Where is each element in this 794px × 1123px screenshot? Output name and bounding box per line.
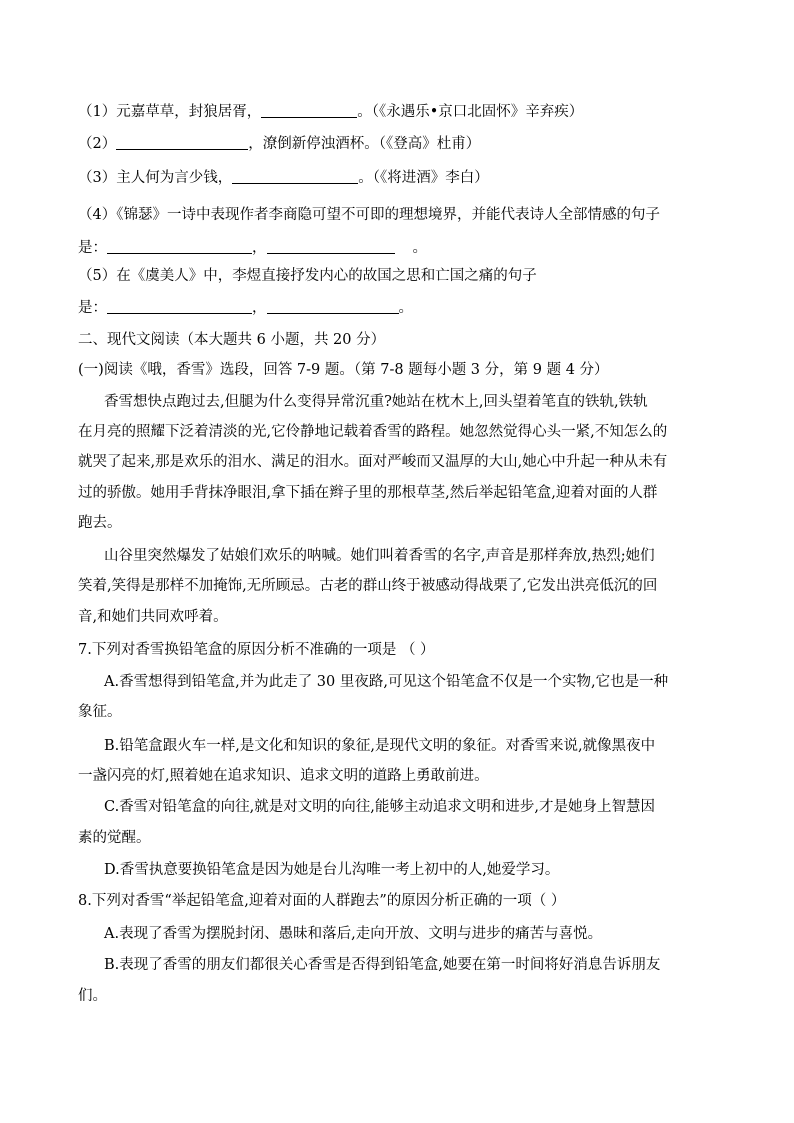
question-8-stem: 8.下列对香雪“举起铅笔盒,迎着对面的人群跑去”的原因分析正确的一项（ ） (78, 893, 566, 909)
fill-in-q2 (78, 134, 728, 154)
fill-in-q5-line1: （5）在《虞美人》中，李煜直接抒发内心的故国之思和亡国之痛的句子 (78, 268, 537, 284)
q7-option-a-cont: 象征。 (78, 704, 122, 720)
passage-line: 音,和她们共同欢呼着。 (78, 609, 228, 625)
q7-option-c: C.香雪对铅笔盒的向往,就是对文明的向往,能够主动追求文明和进步,才是她身上智慧因 (104, 799, 656, 815)
passage-line: 香雪想快点跑过去,但腿为什么变得异常沉重?她站在枕木上,回头望着笔直的铁轨,铁轨 (104, 394, 648, 410)
passage-line: 山谷里突然爆发了姑娘们欢乐的呐喊。她们叫着香雪的名字,声音是那样奔放,热烈;她们 (104, 548, 655, 564)
q4-end: 。 (412, 240, 427, 256)
q7-option-c-cont: 素的觉醒。 (78, 830, 151, 846)
q7-option-b-cont: 一盏闪亮的灯,照着她在追求知识、追求文明的道路上勇敢前进。 (78, 768, 489, 784)
q7-option-b: B.铅笔盒跟火车一样,是文化和知识的象征,是现代文明的象征。对香雪来说,就像黑夜中 (104, 738, 656, 754)
answer-blank[interactable] (261, 103, 357, 118)
q3-text-after: 。（《将进酒》李白） (358, 170, 489, 186)
passage-line: 跑去。 (78, 515, 122, 531)
fill-in-q4-line1: （4）《锦瑟》一诗中表现作者李商隐可望不可即的理想境界，并能代表诗人全部情感的句子 (78, 207, 660, 223)
q4-comma: ， (252, 240, 267, 256)
answer-blank[interactable] (107, 299, 252, 314)
fill-in-q4-line2 (78, 238, 728, 258)
q2-text-before: （2） (78, 136, 117, 152)
q5-prefix: 是： (78, 300, 107, 316)
q4-prefix: 是： (78, 240, 107, 256)
fill-in-q1 (78, 102, 728, 122)
answer-blank[interactable] (107, 239, 252, 254)
answer-blank[interactable] (232, 169, 358, 184)
answer-blank[interactable] (267, 239, 395, 254)
q8-option-a: A.表现了香雪为摆脱封闭、愚昧和落后,走向开放、文明与进步的痛苦与喜悦。 (104, 926, 603, 942)
passage-line: 在月亮的照耀下泛着清淡的光,它伶静地记载着香雪的路程。她忽然觉得心头一紧,不知怎么的 (78, 424, 668, 440)
q7-option-a: A.香雪想得到铅笔盒,并为此走了 30 里夜路,可见这个铅笔盒不仅是一个实物,它也是一种 (104, 674, 669, 690)
fill-in-q5-line2 (78, 298, 728, 318)
passage-line: 笑着,笑得是那样不加掩饰,无所顾忌。古老的群山终于被感动得战栗了,它发出洪亮低沉的回 (78, 578, 658, 594)
q5-end: 。 (398, 300, 413, 316)
answer-blank[interactable] (116, 135, 248, 150)
q1-text-after: 。（《永遇乐•京口北固怀》辛弃疾） (357, 104, 584, 120)
q8-option-b: B.表现了香雪的朋友们都很关心香雪是否得到铅笔盒,她要在第一时间将好消息告诉朋友 (104, 957, 661, 973)
sub-section-heading: (一)阅读《哦，香雪》选段，回答 7-9 题。（第 7-8 题每小题 3 分，第 9 题 4 分） (78, 362, 609, 378)
section-heading: 二、现代文阅读（本大题共 6 小题，共 20 分） (78, 332, 386, 348)
q1-text-before: （1）元嘉草草，封狼居胥， (78, 104, 262, 120)
q8-option-b-cont: 们。 (78, 988, 107, 1004)
q3-text-before: （3）主人何为言少钱， (78, 170, 233, 186)
passage-line: 过的骄傲。她用手背抹净眼泪,拿下插在辫子里的那根草茎,然后举起铅笔盒,迎着对面的人群 (78, 485, 658, 501)
q7-option-d: D.香雪执意要换铅笔盒是因为她是台儿沟唯一考上初中的人,她爱学习。 (104, 862, 560, 878)
fill-in-q3 (78, 168, 728, 188)
question-7-stem: 7.下列对香雪换铅笔盒的原因分析不准确的一项是 （ ） (78, 642, 435, 658)
answer-blank[interactable] (267, 299, 399, 314)
q2-text-after: ，潦倒新停浊酒杯。（《登高》杜甫） (248, 136, 481, 152)
q5-comma: ， (252, 300, 267, 316)
passage-line: 就哭了起来,那是欢乐的泪水、满足的泪水。面对严峻而又温厚的大山,她心中升起一种从未有 (78, 454, 668, 470)
